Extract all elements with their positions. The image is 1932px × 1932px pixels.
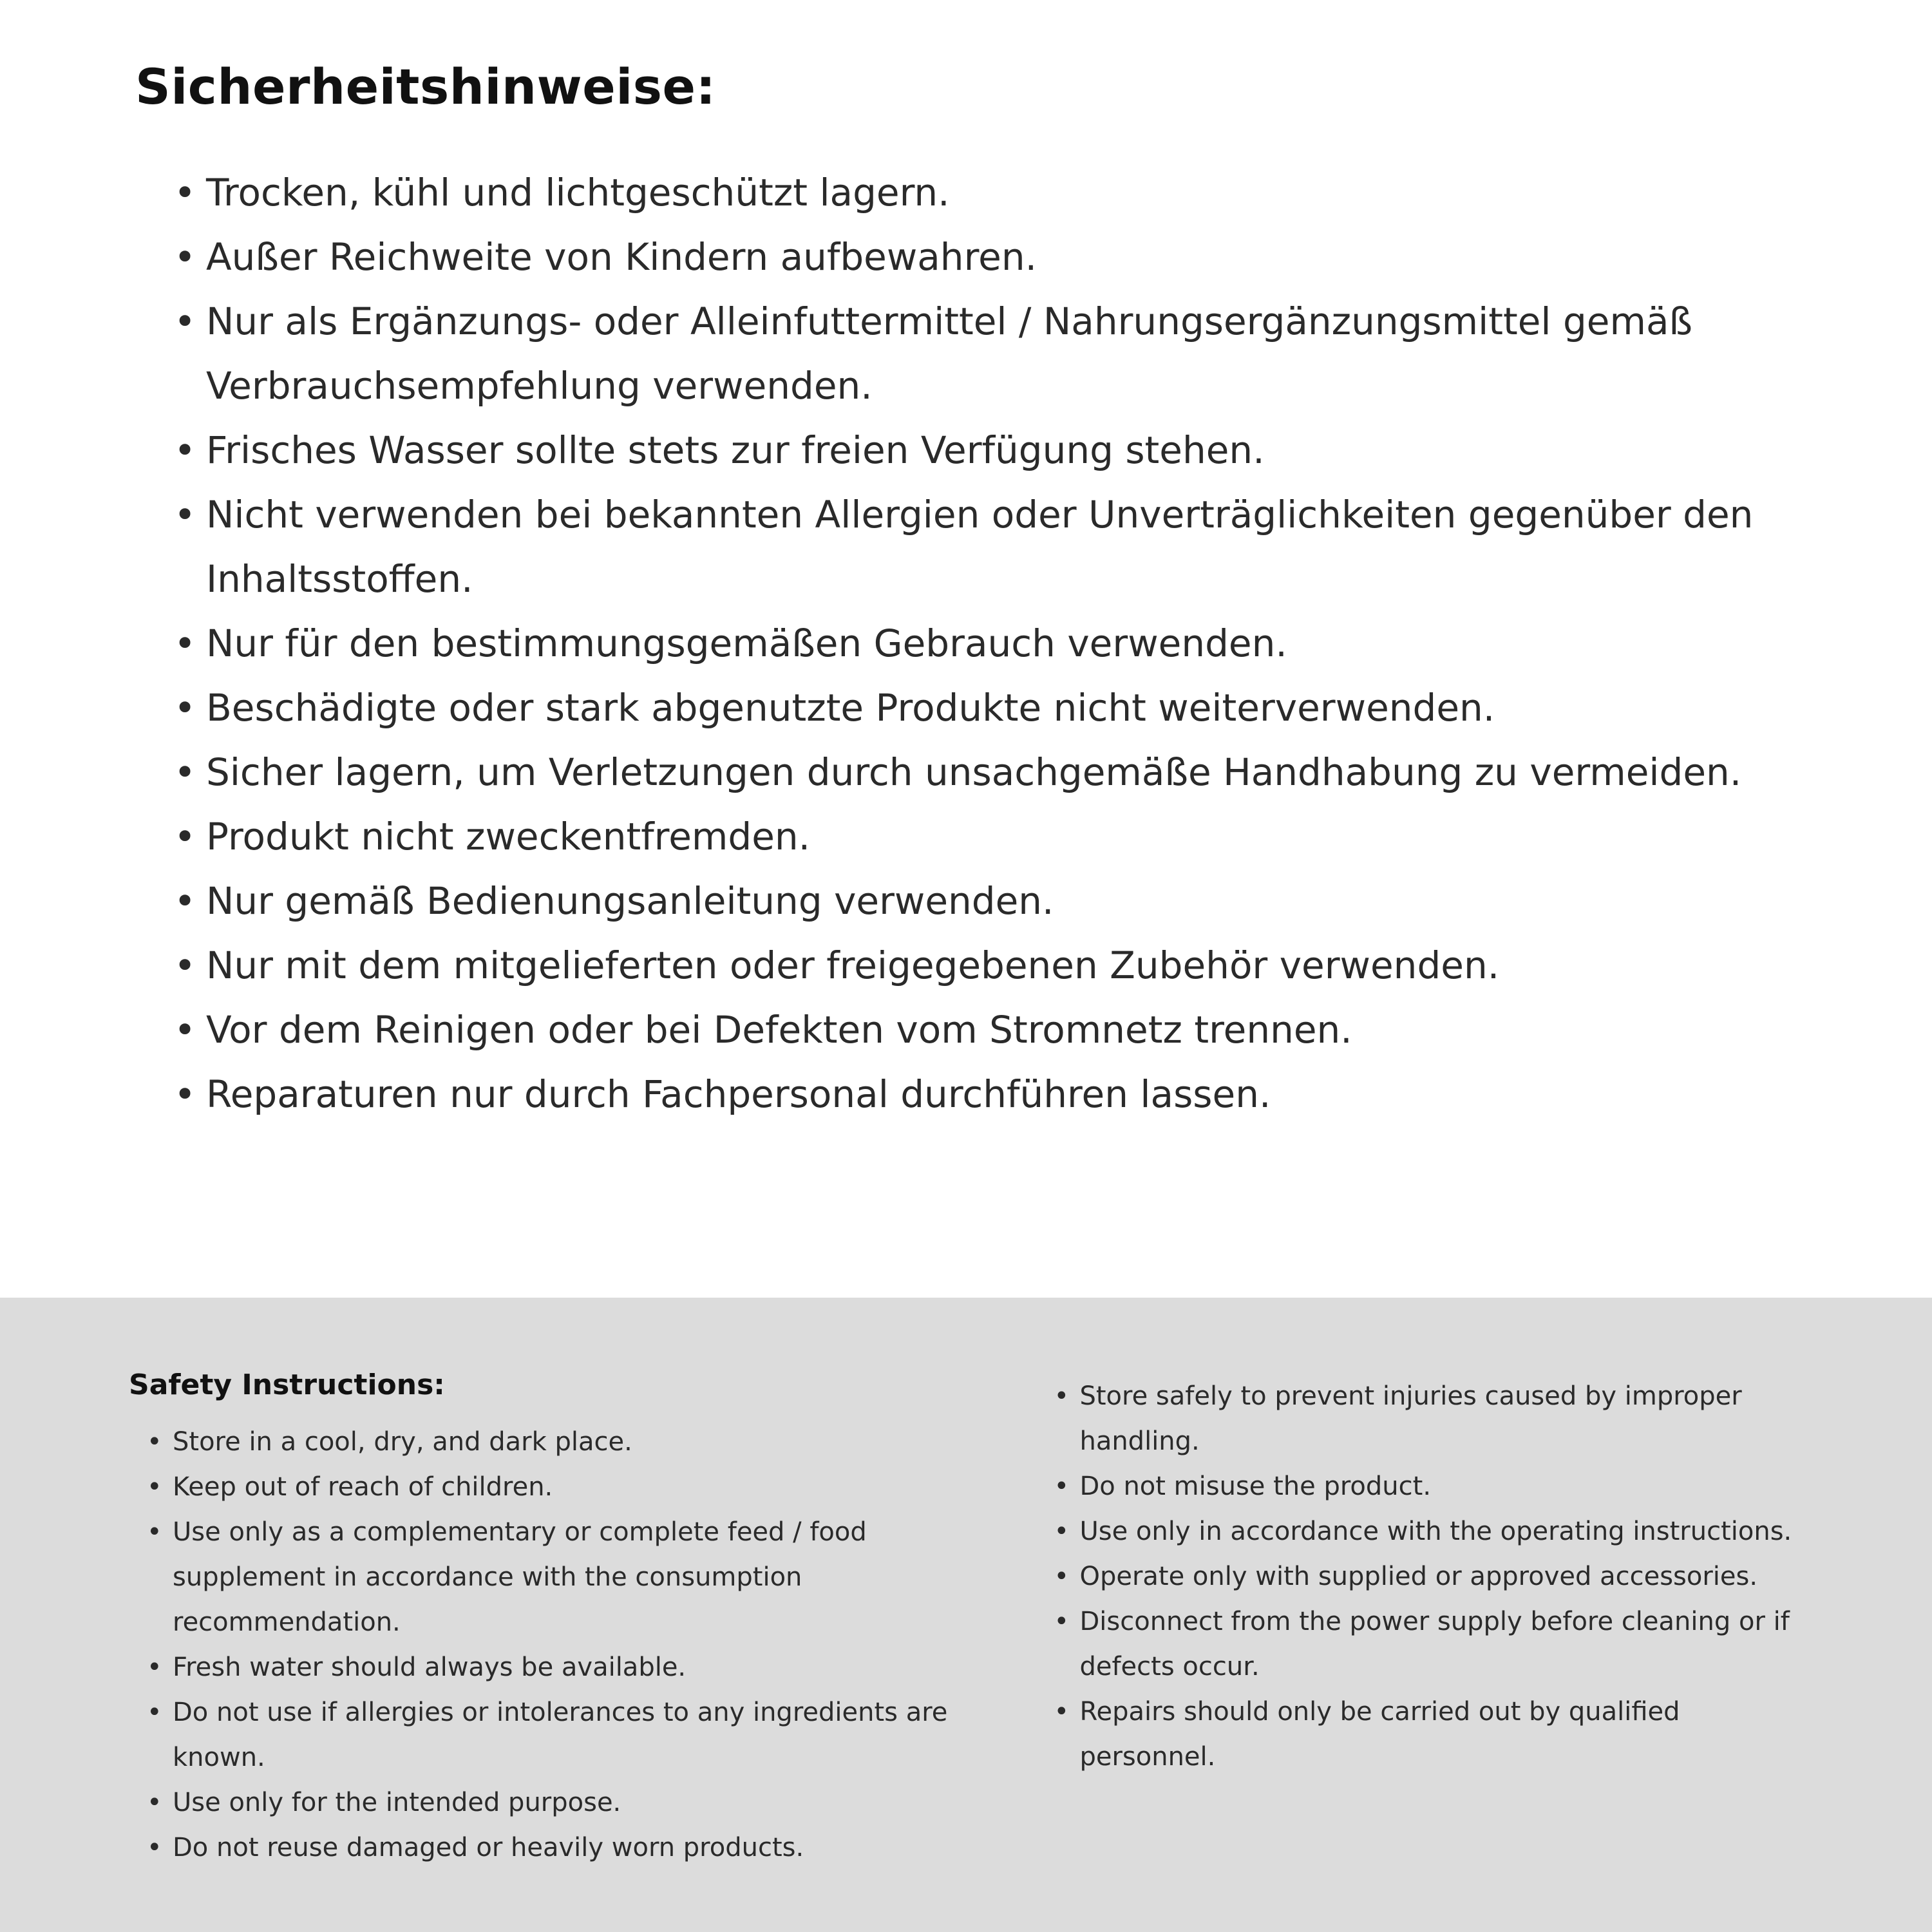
list-item: • Operate only with supplied or approved accessories. <box>1054 1554 1816 1599</box>
list-item: • Do not reuse damaged or heavily worn products. <box>147 1825 958 1870</box>
list-item: • Trocken, kühl und lichtgeschützt lagern. <box>174 160 1803 225</box>
list-item: • Vor dem Reinigen oder bei Defekten vom Stromnetz trennen. <box>174 998 1803 1062</box>
list-item: • Reparaturen nur durch Fachpersonal durchführen lassen. <box>174 1062 1803 1126</box>
english-section-heading: Safety Instructions: <box>129 1368 445 1401</box>
list-item: • Disconnect from the power supply before cleaning or if defects occur. <box>1054 1599 1816 1689</box>
german-section-heading: Sicherheitshinweise: <box>135 58 716 115</box>
list-item: • Do not misuse the product. <box>1054 1464 1816 1509</box>
list-item: • Außer Reichweite von Kindern aufbewahren. <box>174 225 1803 289</box>
list-item: • Store in a cool, dry, and dark place. <box>147 1419 958 1464</box>
list-item: • Nur als Ergänzungs- oder Alleinfuttermittel / Nahrungsergänzungsmittel gemäß Verbrauchsempfehlung verwenden. <box>174 289 1803 418</box>
english-safety-section <box>0 1298 1932 1932</box>
list-item: • Nur für den bestimmungsgemäßen Gebrauch verwenden. <box>174 611 1803 676</box>
list-item: • Nur gemäß Bedienungsanleitung verwenden. <box>174 869 1803 933</box>
german-safety-list <box>135 160 1803 1126</box>
english-safety-list-left <box>129 1419 958 1870</box>
list-item: • Store safely to prevent injuries caused by improper handling. <box>1054 1374 1816 1464</box>
list-item: • Beschädigte oder stark abgenutzte Produkte nicht weiterverwenden. <box>174 676 1803 740</box>
english-right-column <box>1036 1368 1816 1870</box>
list-item: • Do not use if allergies or intolerances to any ingredients are known. <box>147 1690 958 1780</box>
list-item: • Fresh water should always be available. <box>147 1645 958 1690</box>
list-item: • Use only for the intended purpose. <box>147 1780 958 1825</box>
english-safety-list-right <box>1036 1374 1816 1779</box>
list-item: • Frisches Wasser sollte stets zur freien Verfügung stehen. <box>174 418 1803 482</box>
english-left-column <box>129 1368 958 1870</box>
list-item: • Produkt nicht zweckentfremden. <box>174 804 1803 869</box>
list-item: • Use only in accordance with the operating instructions. <box>1054 1509 1816 1554</box>
english-columns <box>129 1368 1816 1870</box>
list-item: • Nur mit dem mitgelieferten oder freigegebenen Zubehör verwenden. <box>174 933 1803 998</box>
list-item: • Use only as a complementary or complete feed / food supplement in accordance with the consumption recommendation. <box>147 1510 958 1645</box>
list-item: • Keep out of reach of children. <box>147 1464 958 1510</box>
list-item: • Nicht verwenden bei bekannten Allergien oder Unverträglichkeiten gegenüber den Inhaltsstoffen. <box>174 482 1803 611</box>
list-item: • Sicher lagern, um Verletzungen durch unsachgemäße Handhabung zu vermeiden. <box>174 740 1803 804</box>
list-item: • Repairs should only be carried out by qualified personnel. <box>1054 1689 1816 1779</box>
